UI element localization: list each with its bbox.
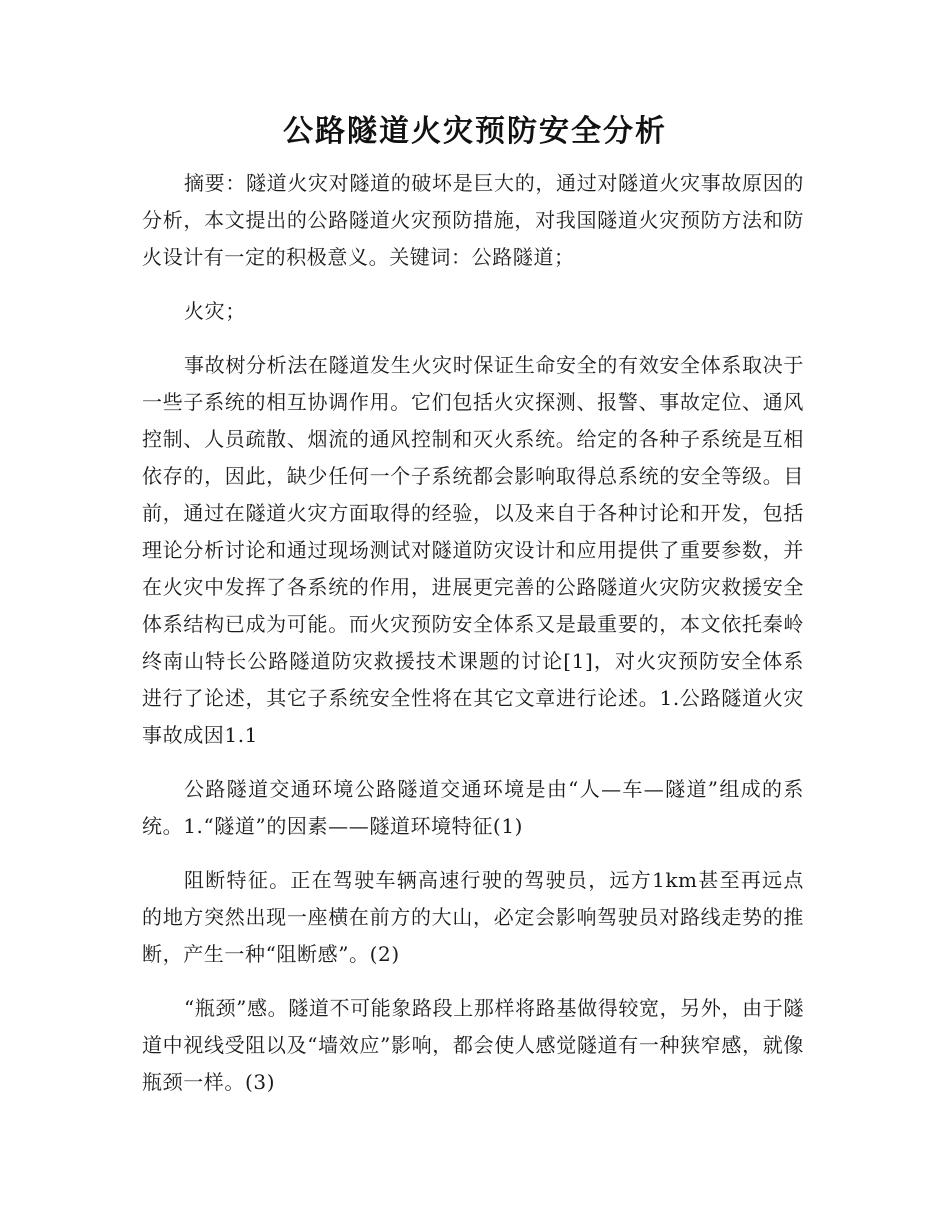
- document-title: 公路隧道火灾预防安全分析: [283, 114, 667, 149]
- body-paragraph-blocking-feature: 阻断特征。正在驾驶车辆高速行驶的驾驶员，远方1km甚至再远点的地方突然出现一座横在前方的大山，必定会影响驾驶员对路线走势的推断，产生一种“阻断感”。(2): [142, 868, 804, 966]
- abstract-paragraph: 摘要：隧道火灾对隧道的破坏是巨大的，通过对隧道火灾事故原因的分析，本文提出的公路隧道火灾预防措施，对我国隧道火灾预防方法和防火设计有一定的积极意义。关键词：公路隧道；: [142, 171, 804, 269]
- body-paragraph-traffic-environment: 公路隧道交通环境公路隧道交通环境是由“人—车—隧道”组成的系统。1.“隧道”的因素——隧道环境特征(1): [142, 777, 804, 838]
- body-paragraph-bottleneck: “瓶颈”感。隧道不可能象路段上那样将路基做得较宽，另外，由于隧道中视线受阻以及“墙效应”影响，都会使人感觉隧道有一种狭窄感，就像瓶颈一样。(3): [142, 996, 804, 1094]
- keyword-paragraph: 火灾；: [184, 299, 246, 323]
- document-body: [142, 165, 804, 1118]
- body-paragraph-fault-tree: 事故树分析法在隧道发生火灾时保证生命安全的有效安全体系取决于一些子系统的相互协调作用。它们包括火灾探测、报警、事故定位、通风控制、人员疏散、烟流的通风控制和灭火系统。给定的各种子系统是互相依存的，因此，缺少任何一个子系统都会影响取得总系统的安全等级。目前，通过在隧道火灾方面取得的经验，以及来自于各种讨论和开发，包括理论分析讨论和通过现场测试对隧道防灾设计和应用提供了重要参数，并在火灾中发挥了各系统的作用，进展更完善的公路隧道火灾防灾救援安全体系结构已成为可能。而火灾预防安全体系又是最重要的，本文依托秦岭终南山特长公路隧道防灾救援技术课题的讨论[1]，对火灾预防安全体系进行了论述，其它子系统安全性将在其它文章进行论述。1.公路隧道火灾事故成因1.1: [142, 353, 804, 747]
